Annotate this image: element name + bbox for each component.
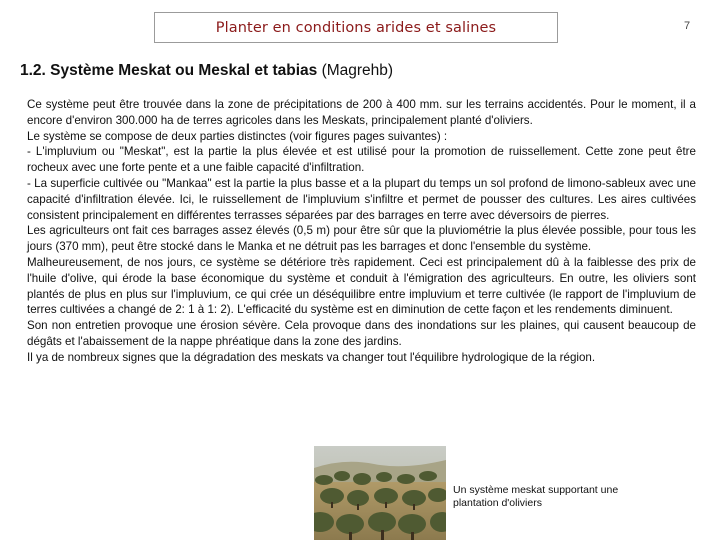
paragraph: Le système se compose de deux parties distinctes (voir figures pages suivantes) : <box>27 129 448 143</box>
header-title: Planter en conditions arides et salines <box>215 19 497 36</box>
paragraph: Les agriculteurs ont fait ces barrages assez élevés (0,5 m) pour être sûr que la pluviométrie la plus élevée possible, pour tous les jours (370 mm), peut être stocké dans le Manka et ne détruit pas les barrages et donc l'ensemble du système. <box>27 224 696 254</box>
paragraph: Ce système peut être trouvée dans la zone de précipitations de 200 à 400 mm. sur les terrains accidentés. Pour le moment, il a encore d'environ 300.000 ha de terres agricoles dans les Meskats, principalement planté d'oliviers. <box>27 98 696 127</box>
section-title <box>20 62 393 80</box>
paragraph: - L'impluvium ou "Meskat", est la partie la plus élevée et est utilisé pour la promotion de ruissellement. Cette zone peut être rocheux avec une forte pente et a une faible capacité d'infiltration. <box>27 145 696 175</box>
figure-caption: Un système meskat supportant une plantation d'oliviers <box>453 484 619 509</box>
paragraph: - La superficie cultivée ou "Mankaa" est la partie la plus basse et a la plupart du temps un sol profond de limono-sableux avec une capacité d'infiltration élevée. Ici, le ruissellement de l'impluvium s'infiltre et permet de pousser des cultures. Les aires cultivées consistent principalement en différentes terrasses séparées par des barrages en terre avec déversoirs de pierres. <box>27 176 696 222</box>
paragraph: Il ya de nombreux signes que la dégradation des meskats va changer tout l'équilibre hydrologique de la région. <box>27 350 596 364</box>
paragraph: Malheureusement, de nos jours, ce système se détériore très rapidement. Ceci est principalement dû à la faiblesse des prix de l'huile d'olive, qui érode la base économique du système et conduit à l'émigration des agriculteurs. En outre, les oliviers sont plantés de plus en plus sur l'impluvium, ce qui crée un déséquilibre entre impluvium et terre cultivée (le rapport de l'impluvium de terres cultivées a changé de 2: 1 à 1: 2). L'efficacité du système est en diminution de cette façon et les rendements diminuent. <box>27 255 696 317</box>
header-box <box>154 12 558 43</box>
paragraph: Son non entretien provoque une érosion sévère. Cela provoque dans des inondations sur les plaines, qui causent beaucoup de dégâts et l'abaissement de la nappe phréatique dans la zone des jardins. <box>27 319 696 348</box>
page-number: 7 <box>684 20 691 32</box>
olive-plantation-photo <box>314 446 446 540</box>
body-text <box>27 97 696 366</box>
photo-illustration <box>314 446 446 540</box>
section-title-region: (Magrehb) <box>321 62 394 79</box>
section-title-text: Système Meskat ou Meskal et tabias <box>50 62 318 79</box>
section-number: 1.2. <box>20 62 46 79</box>
